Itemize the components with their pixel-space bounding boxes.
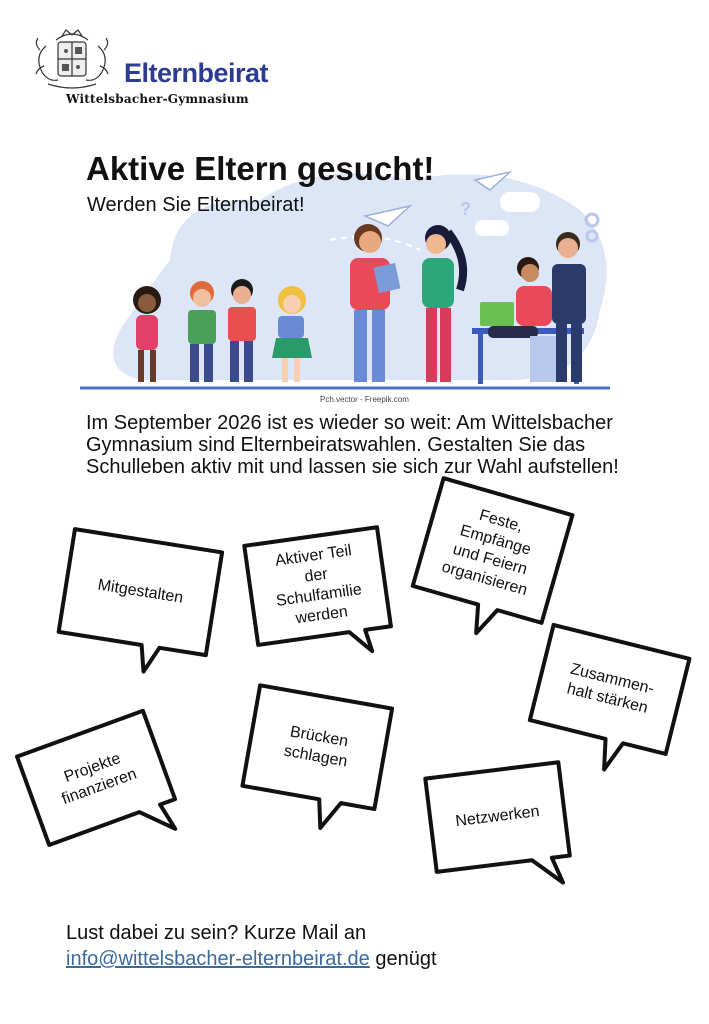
brand-title: Elternbeirat xyxy=(124,58,269,88)
contact-suffix: genügt xyxy=(369,948,437,970)
bubble-netzwerken xyxy=(417,755,582,902)
intro-paragraph: Im September 2026 ist es wieder so weit: Am Wittelsbacher Gymnasium sind Elternbeiratswahlen. Gestalten Sie das Schulleben aktiv mit und lassen sie sich zur Wahl aufstellen! xyxy=(86,412,619,478)
bubble-mitgestalten xyxy=(46,522,231,686)
school-name: Wittelsbacher-Gymnasium xyxy=(66,92,249,106)
bubble-text: Brücken schlagen xyxy=(282,723,350,771)
contact-line xyxy=(66,946,437,972)
bubble-text: Feste, Empfänge und Feiern organisieren xyxy=(439,506,533,600)
bubble-text: Aktiver Teil der Schulfamilie werden xyxy=(274,542,363,628)
call-to-action: Lust dabei zu sein? Kurze Mail an xyxy=(66,922,367,944)
hero-subtitle: Werden Sie Elternbeirat! xyxy=(87,194,305,216)
bubble-bruecken xyxy=(229,678,401,842)
image-credit: Pch.vector - Freepik.com xyxy=(320,395,409,404)
bubble-aktiver-teil xyxy=(236,520,403,672)
school-crest-logo xyxy=(26,26,118,92)
hero-title: Aktive Eltern gesucht! xyxy=(86,150,435,187)
bubble-text: Mitgestalten xyxy=(96,576,185,607)
svg-text:?: ? xyxy=(460,199,471,219)
bubble-text: Netzwerken xyxy=(454,803,541,831)
bubble-text: Projekte finanzieren xyxy=(59,749,139,809)
bubble-text: Zusammen- halt stärken xyxy=(565,660,656,717)
email-link[interactable]: info@wittelsbacher-elternbeirat.de xyxy=(66,948,370,970)
bubble-projekte xyxy=(7,702,194,880)
